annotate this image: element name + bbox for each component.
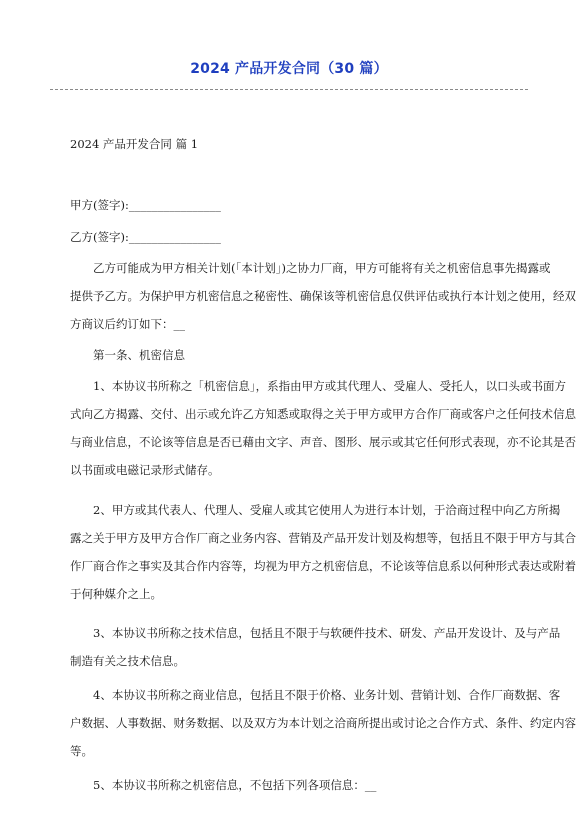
party-b-signature: 乙方(签字):________________ — [70, 230, 221, 244]
paragraph-line: 第一条、机密信息 — [93, 348, 185, 362]
party-a-signature: 甲方(签字):________________ — [70, 198, 221, 212]
paragraph-line: 与商业信息，不论该等信息是否已藉由文字、声音、图形、展示或其它任何形式表现，亦不论其是否 — [70, 435, 576, 449]
paragraph-line: 乙方可能成为甲方相关计划(「本计划」)之协力厂商，甲方可能将有关之机密信息事先揭露或 — [93, 261, 551, 275]
paragraph-line: 提供予乙方。为保护甲方机密信息之秘密性、确保该等机密信息仅供评估或执行本计划之使用，经双 — [70, 289, 576, 303]
paragraph-line: 作厂商合作之事实及其合作内容等，均视为甲方之机密信息，不论该等信息系以何种形式表达或附着 — [70, 559, 576, 573]
paragraph-line: 以书面或电磁记录形式储存。 — [70, 463, 220, 477]
paragraph-line: 4、本协议书所称之商业信息，包括且不限于价格、业务计划、营销计划、合作厂商数据、客 — [93, 688, 561, 702]
paragraph-line: 3、本协议书所称之技术信息，包括且不限于与软硬件技术、研发、产品开发设计、及与产品 — [93, 626, 561, 640]
title-divider — [50, 89, 528, 90]
paragraph-clause-4 — [70, 688, 576, 772]
section-heading — [70, 348, 546, 376]
paragraph-line: 2、甲方或其代表人、代理人、受雇人或其它使用人为进行本计划，于洽商过程中向乙方所揭 — [93, 503, 561, 517]
paragraph-line: 1、本协议书所称之「机密信息」，系指由甲方或其代理人、受雇人、受托人，以口头或书面方 — [93, 379, 567, 393]
paragraph-clause-3 — [70, 626, 561, 682]
paragraph-intro — [70, 261, 576, 345]
paragraph-clause-5 — [70, 778, 546, 806]
paragraph-clause-1 — [70, 379, 576, 491]
paragraph-line: 等。 — [70, 744, 93, 758]
document-title: 2024 产品开发合同（30 篇） — [190, 61, 388, 77]
paragraph-line: 5、本协议书所称之机密信息，不包括下列各项信息：__ — [93, 778, 377, 792]
paragraph-clause-2 — [70, 503, 576, 615]
paragraph-line: 露之关于甲方及甲方合作厂商之业务内容、营销及产品开发计划及构想等，包括且不限于甲方与其合 — [70, 531, 576, 545]
paragraph-line: 于何种媒介之上。 — [70, 587, 162, 601]
document-subtitle: 2024 产品开发合同 篇 1 — [70, 137, 199, 151]
paragraph-line: 方商议后约订如下：__ — [70, 317, 185, 331]
paragraph-line: 制造有关之技术信息。 — [70, 654, 185, 668]
paragraph-line: 户数据、人事数据、财务数据、以及双方为本计划之洽商所提出或讨论之合作方式、条件、约定内容 — [70, 716, 576, 730]
paragraph-line: 式向乙方揭露、交付、出示或允许乙方知悉或取得之关于甲方或甲方合作厂商或客户之任何技术信息 — [70, 407, 576, 421]
